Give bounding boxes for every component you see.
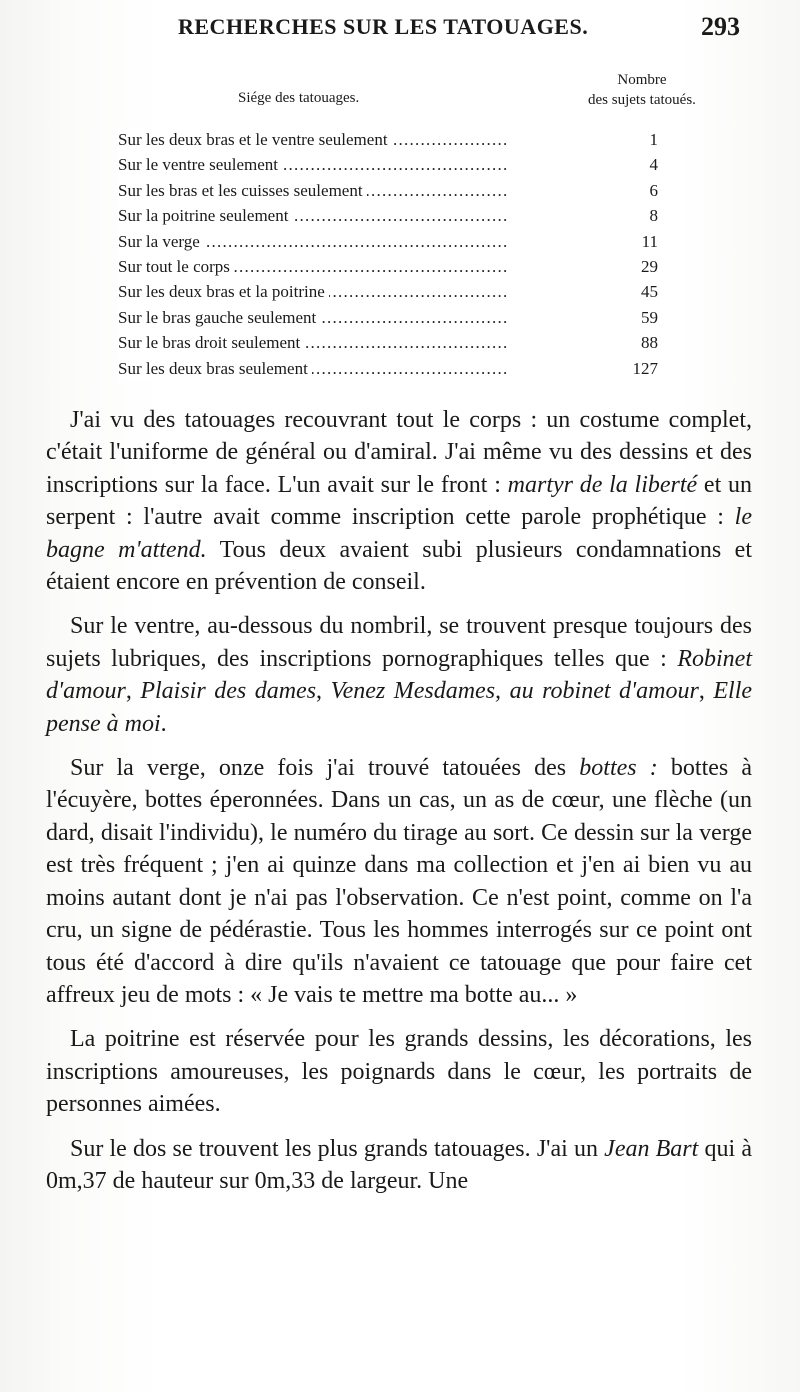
- italic-text-run: martyr de la liberté: [507, 471, 698, 498]
- text-run: Sur le ventre, au-dessous du nombril, se trouvent presque toujours des sujets lubriques, des inscriptions pornographiques telles que :: [46, 613, 752, 672]
- row-label: Sur la verge: [118, 229, 204, 254]
- row-value: 6: [649, 180, 658, 200]
- page-number: 293: [701, 12, 740, 41]
- text-run: J'ai vu des tatouages recouvrant tout le corps : un costume complet, c'était l'uniforme de général ou d'amiral. J'ai même vu des dessins et des inscriptions sur la face. L'un avait sur le front :: [46, 407, 752, 498]
- column-title-count: [588, 70, 696, 110]
- paragraph-chest-tattoos: [46, 1023, 752, 1120]
- column-title-seat: Siége des tatouages.: [238, 90, 360, 106]
- row-value: 8: [649, 206, 658, 226]
- table-row: [118, 305, 698, 330]
- row-label: Sur le ventre seulement: [118, 152, 282, 177]
- table-row: [118, 330, 698, 355]
- table-row: [118, 356, 698, 381]
- row-label: Sur les deux bras et le ventre seulement: [118, 127, 392, 152]
- italic-text-run: Venez Mesdames, au robinet d'amour: [330, 678, 699, 705]
- italic-text-run: bottes :: [579, 755, 658, 782]
- row-label: Sur la poitrine seulement: [118, 203, 292, 228]
- page-header: [0, 8, 800, 44]
- table-header: [0, 70, 800, 115]
- text-run: et un serpent : l'autre avait comme inscription cette parole prophétique :: [46, 471, 752, 531]
- table-row: [118, 178, 698, 203]
- row-label: Sur les bras et les cuisses seulement: [118, 178, 367, 203]
- running-head: RECHERCHES SUR LES TATOUAGES.: [178, 14, 589, 39]
- row-label: Sur tout le corps: [118, 254, 234, 279]
- italic-text-run: Elle pense à moi: [46, 678, 753, 737]
- table-row: [118, 279, 698, 304]
- text-run: Sur la verge, onze fois j'ai trouvé tatouées des: [70, 755, 580, 782]
- text-run: qui à 0m,37 de hauteur sur 0m,33 de largeur. Une: [46, 1135, 752, 1194]
- text-run: ,: [698, 678, 714, 705]
- text-run: Sur le dos se trouvent les plus grands tatouages. J'ai un: [70, 1135, 605, 1162]
- table-row: [118, 203, 698, 228]
- row-value: 45: [641, 282, 658, 302]
- row-value: 88: [641, 333, 658, 353]
- row-value: 59: [641, 307, 658, 327]
- row-value: 1: [649, 130, 658, 149]
- row-label: Sur les deux bras seulement: [118, 356, 312, 381]
- row-label: Sur les deux bras et la poitrine: [118, 279, 329, 304]
- column-title-count-line2: des sujets tatoués.: [588, 92, 696, 108]
- tattoo-location-table: [118, 127, 698, 381]
- text-run: .: [160, 710, 167, 737]
- paragraph-back-tattoos: [46, 1133, 752, 1198]
- italic-text-run: Robinet d'amour: [46, 645, 752, 705]
- text-run: bottes à l'écuyère, bottes éperonnées. Dans un cas, un as de cœur, une flèche (un dard, disait l'individu), le numéro du tirage au sort. Ce dessin sur la verge est très fréquent ; j'en ai quinze dans ma collection et j'en ai bien vu au moins autant dont je n'ai pas l'observation. Ce n'est point, comme on l'a cru, un signe de pédérastie. Tous les hommes interrogés sur ce point ont tous été d'accord à dire qu'ils n'avaient ce tatouage que pour faire cet affreux jeu de mots : « Je vais te mettre ma botte au... »: [46, 755, 753, 1008]
- column-title-count-line1: Nombre: [617, 72, 667, 88]
- paragraph-boots-tattoos: [46, 752, 752, 1011]
- row-value: 29: [641, 256, 658, 276]
- row-label: Sur le bras gauche seulement: [118, 305, 320, 330]
- row-value: 127: [632, 358, 658, 378]
- italic-text-run: Plaisir des dames: [140, 678, 317, 705]
- table-row: [118, 229, 698, 254]
- italic-text-run: le bagne m'attend.: [46, 504, 752, 563]
- italic-text-run: Jean Bart: [604, 1135, 699, 1162]
- paragraph-belly-tattoos: [46, 610, 752, 740]
- text-run: ,: [316, 678, 331, 705]
- text-run: ,: [125, 678, 141, 705]
- row-value: 4: [649, 155, 658, 175]
- body-text: [46, 404, 752, 1197]
- row-label: Sur le bras droit seulement: [118, 330, 304, 355]
- table-row: [118, 152, 698, 177]
- table-row: [118, 127, 698, 152]
- table-row: [118, 254, 698, 279]
- text-run: La poitrine est réservée pour les grands dessins, les décorations, les inscriptions amoureuses, les poignards dans le cœur, les portraits de personnes aimées.: [46, 1026, 752, 1118]
- text-run: Tous deux avaient subi plusieurs condamnations et étaient encore en prévention de conseil.: [46, 536, 752, 596]
- row-value: 11: [641, 231, 658, 251]
- paragraph-full-body-tattoos: [46, 404, 752, 598]
